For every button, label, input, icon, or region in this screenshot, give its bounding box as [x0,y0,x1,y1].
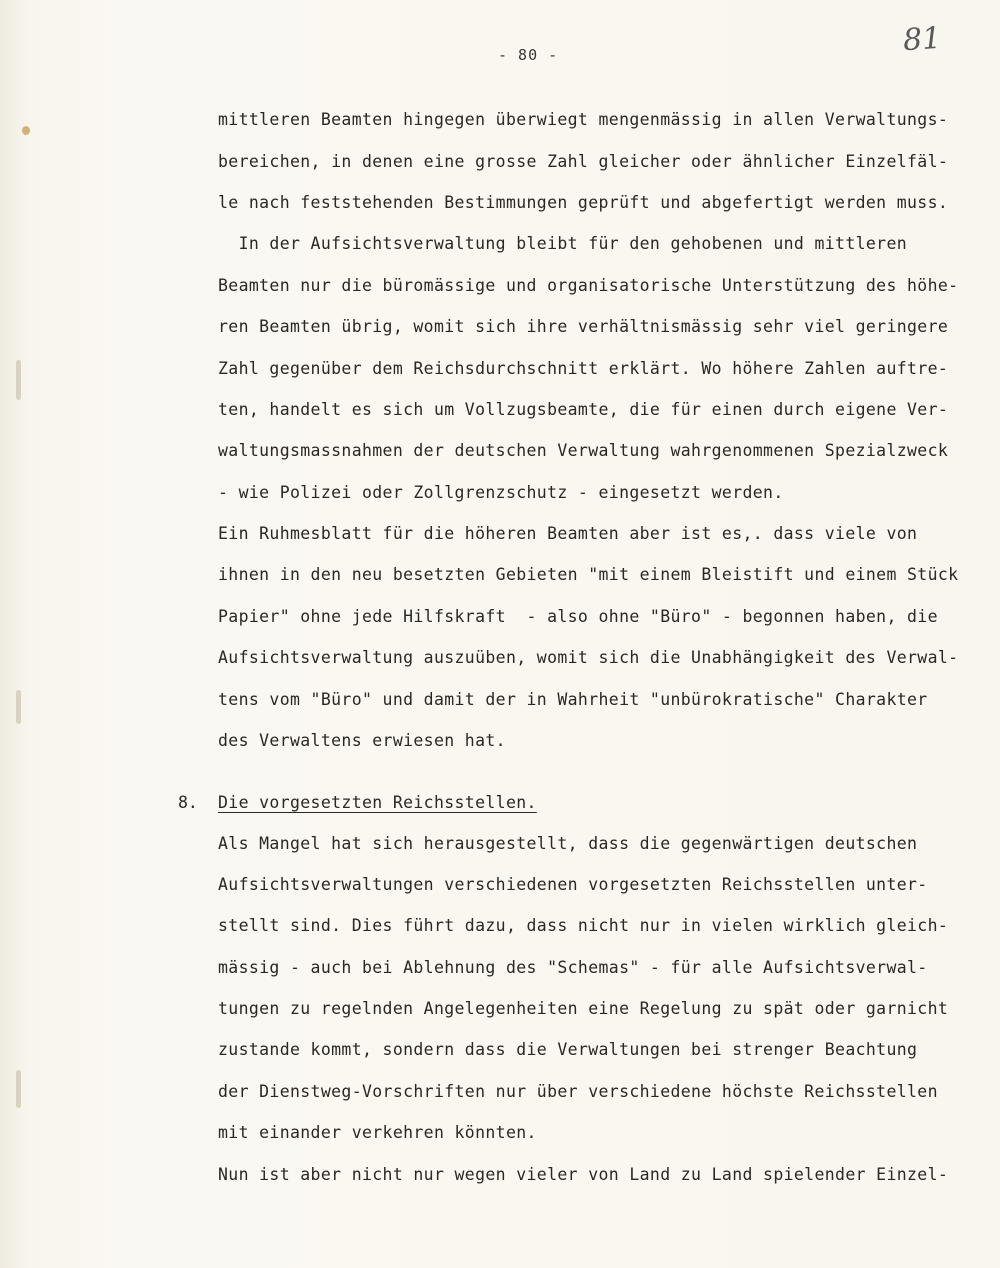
text-line: mässig - auch bei Ablehnung des "Schemas" - für alle Aufsichtsverwal- [218,958,928,977]
text-line: bereichen, in denen eine grosse Zahl gleicher oder ähnlicher Einzelfäl- [218,152,949,171]
text-line: Aufsichtsverwaltung auszuüben, womit sich die Unabhängigkeit des Verwal- [218,648,959,667]
text-line: Aufsichtsverwaltungen verschiedenen vorgesetzten Reichsstellen unter- [218,875,928,894]
text-line: stellt sind. Dies führt dazu, dass nicht nur in vielen wirklich gleich- [218,916,949,935]
text-line: In der Aufsichtsverwaltung bleibt für den gehobenen und mittleren [218,234,908,253]
text-line: des Verwaltens erwiesen hat. [218,731,506,750]
text-line: tungen zu regelnden Angelegenheiten eine Regelung zu spät oder garnicht [218,999,949,1018]
text-line: Papier" ohne jede Hilfskraft - also ohne "Büro" - begonnen haben, die [218,607,938,626]
binding-hole [16,1070,21,1108]
text-line: der Dienstweg-Vorschriften nur über verschiedene höchste Reichsstellen [218,1082,938,1101]
text-line: le nach feststehenden Bestimmungen geprüft und abgefertigt werden muss. [218,193,949,212]
text-line: zustande kommt, sondern dass die Verwaltungen bei strenger Beachtung [218,1040,918,1059]
rust-stain [22,126,30,135]
text-line: mit einander verkehren könnten. [218,1123,537,1142]
text-line: Als Mangel hat sich herausgestellt, dass die gegenwärtigen deutschen [218,834,918,853]
binding-hole [16,690,21,724]
text-line: Ein Ruhmesblatt für die höheren Beamten aber ist es,. dass viele von [218,524,918,543]
page-number: - 80 - [498,46,559,64]
section-heading: Die vorgesetzten Reichsstellen. [218,793,537,812]
text-line: mittleren Beamten hingegen überwiegt mengenmässig in allen Verwaltungs- [218,110,949,129]
text-line: waltungsmassnahmen der deutschen Verwaltung wahrgenommenen Spezialzweck [218,441,949,460]
text-line: ren Beamten übrig, womit sich ihre verhältnismässig sehr viel geringere [218,317,949,336]
text-line: Beamten nur die büromässige und organisatorische Unterstützung des höhe- [218,276,959,295]
binding-hole [16,360,21,400]
text-line: Nun ist aber nicht nur wegen vieler von Land zu Land spielender Einzel- [218,1165,949,1184]
section-number: 8. [178,793,198,812]
text-line: tens vom "Büro" und damit der in Wahrheit "unbürokratische" Charakter [218,690,928,709]
text-line: ihnen in den neu besetzten Gebieten "mit einem Bleistift und einem Stück [218,565,959,584]
text-line: ten, handelt es sich um Vollzugsbeamte, die für einen durch eigene Ver- [218,400,949,419]
text-line: - wie Polizei oder Zollgrenzschutz - eingesetzt werden. [218,483,784,502]
text-line: Zahl gegenüber dem Reichsdurchschnitt erklärt. Wo höhere Zahlen auftre- [218,359,949,378]
handwritten-folio-number: 81 [901,20,943,59]
